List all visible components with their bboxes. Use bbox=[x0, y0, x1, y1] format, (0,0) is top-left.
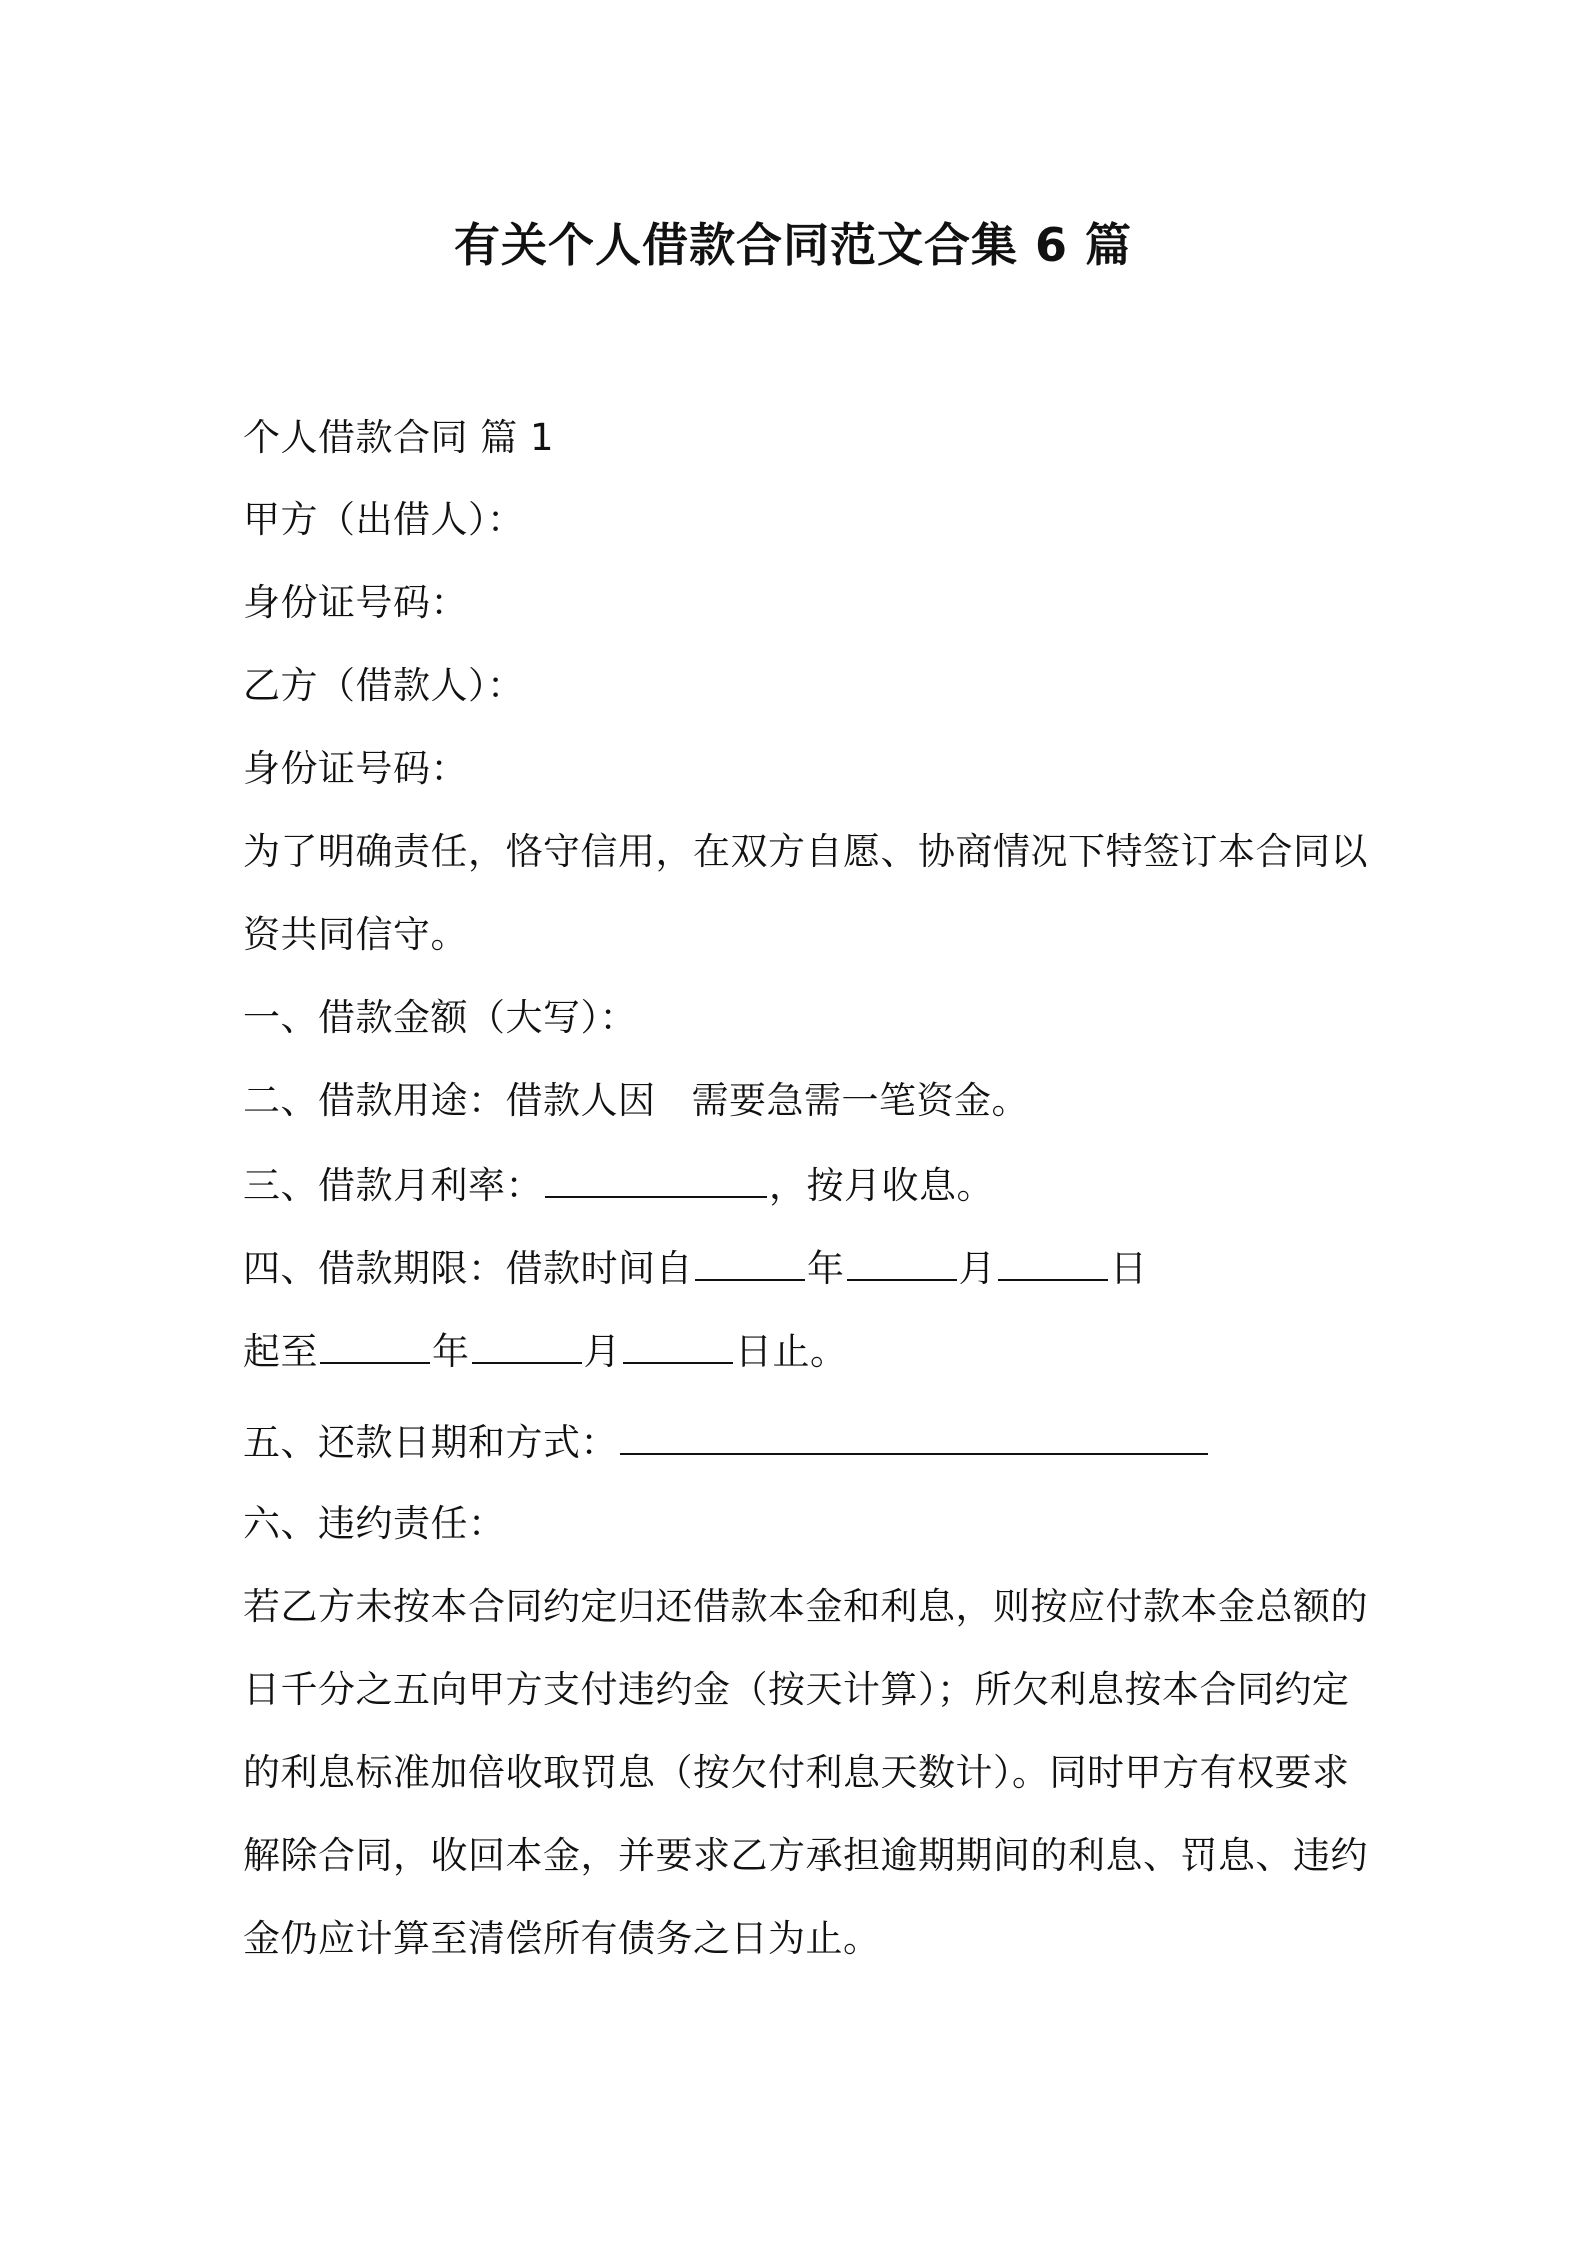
clause-3-interest-rate bbox=[243, 1156, 994, 1214]
breach-line-4: 解除合同，收回本金，并要求乙方承担逾期期间的利息、罚息、违约 bbox=[243, 1834, 1368, 1877]
clause-5-label: 五、还款日期和方式： bbox=[243, 1421, 618, 1464]
start-year-blank bbox=[695, 1239, 805, 1281]
clause-4-year: 年 bbox=[807, 1247, 845, 1290]
end-month-blank bbox=[472, 1322, 582, 1364]
preamble-line-1: 为了明确责任，恪守信用，在双方自愿、协商情况下特签订本合同以 bbox=[243, 830, 1368, 873]
clause-4-part-a: 四、借款期限：借款时间自 bbox=[243, 1247, 693, 1290]
start-day-blank bbox=[998, 1239, 1108, 1281]
party-a-id-label: 身份证号码： bbox=[243, 581, 468, 624]
document-title: 有关个人借款合同范文合集 6 篇 bbox=[453, 218, 1133, 272]
clause-2-loan-purpose bbox=[243, 1073, 1029, 1129]
party-b-label: 乙方（借款人）： bbox=[243, 664, 525, 707]
clause-2-part-b: 需要急需一笔资金。 bbox=[691, 1079, 1029, 1122]
end-day-blank bbox=[623, 1322, 733, 1364]
section-heading: 个人借款合同 篇 1 bbox=[243, 416, 555, 459]
clause-4-year-2: 年 bbox=[432, 1330, 470, 1373]
clause-2-part-a: 二、借款用途：借款人因 bbox=[243, 1079, 656, 1122]
clause-4-end: 日止。 bbox=[735, 1330, 848, 1373]
clause-3-part-a: 三、借款月利率： bbox=[243, 1164, 543, 1207]
start-month-blank bbox=[847, 1239, 957, 1281]
breach-line-5: 金仍应计算至清偿所有债务之日为止。 bbox=[243, 1917, 881, 1960]
clause-4-day: 日 bbox=[1110, 1247, 1148, 1290]
preamble-line-2: 资共同信守。 bbox=[243, 913, 468, 956]
clause-3-part-b: ，按月收息。 bbox=[769, 1164, 994, 1207]
clause-4-term-end bbox=[243, 1322, 848, 1380]
clause-4-month: 月 bbox=[958, 1247, 996, 1290]
clause-4-loan-term bbox=[243, 1239, 1148, 1297]
breach-line-1: 若乙方未按本合同约定归还借款本金和利息，则按应付款本金总额的 bbox=[243, 1585, 1368, 1628]
clause-5-repayment bbox=[243, 1413, 1210, 1471]
interest-rate-blank bbox=[545, 1156, 767, 1198]
clause-4-from: 起至 bbox=[243, 1330, 318, 1373]
breach-line-2: 日千分之五向甲方支付违约金（按天计算）；所欠利息按本合同约定 bbox=[243, 1668, 1350, 1711]
clause-6-breach-heading: 六、违约责任： bbox=[243, 1502, 506, 1545]
party-a-label: 甲方（出借人）： bbox=[243, 498, 525, 541]
party-b-id-label: 身份证号码： bbox=[243, 747, 468, 790]
clause-1-loan-amount: 一、借款金额（大写）： bbox=[243, 996, 637, 1039]
breach-line-3: 的利息标准加倍收取罚息（按欠付利息天数计）。同时甲方有权要求 bbox=[243, 1751, 1350, 1794]
clause-4-month-2: 月 bbox=[583, 1330, 621, 1373]
repayment-blank bbox=[620, 1413, 1208, 1455]
end-year-blank bbox=[320, 1322, 430, 1364]
